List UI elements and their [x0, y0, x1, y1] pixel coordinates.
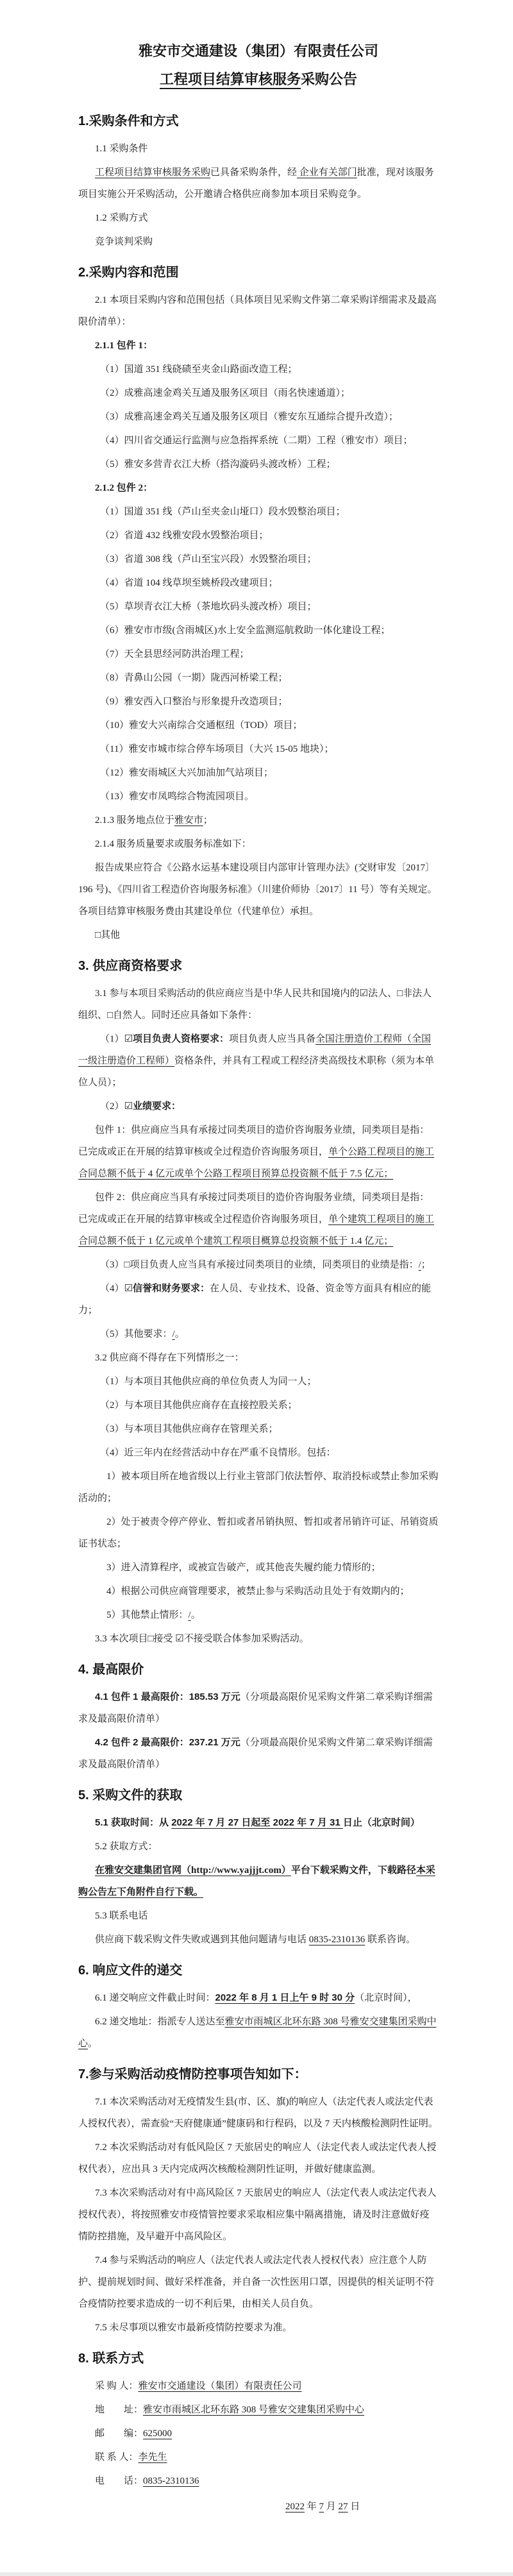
- date-year-label: 年: [305, 2502, 319, 2512]
- clause-2-1-3: [78, 809, 439, 831]
- prohibited-item: （4）近三年内在经营活动中存在严重不良情形。包括：: [100, 1448, 336, 1458]
- covid-clause-7-2: 7.2 本次采购活动对有低风险区 7 天旅居史的响应人（法定代表人或法定代表人授权代表），应出具 3 天内完成两次核酸检测阴性证明，并做好健康监测。: [78, 2142, 437, 2174]
- performance-requirement-label: ☑业绩要求：: [124, 1101, 181, 1112]
- slash-placeholder: /: [172, 1329, 175, 1339]
- section-2-heading: 2.采购内容和范围: [78, 266, 179, 280]
- section-1-heading: 1.采购条件和方式: [78, 114, 179, 128]
- package-2-item: （10）雅安大兴南综合交通枢纽（TOD）项目；: [100, 720, 303, 731]
- bottom-whitespace: [78, 2520, 439, 2553]
- date-day-label: 日: [348, 2502, 360, 2512]
- item-number: （1）: [100, 1034, 124, 1044]
- phone-help-text-1: 供应商下载采购文件失败或遇到其他问题请与电话: [95, 1935, 309, 1945]
- leader-requirement-text-1: 项目负责人应当具备: [228, 1034, 315, 1044]
- date-month-label: 月: [324, 2502, 339, 2512]
- package-2-item: （4）省道 104 线草坝至姚桥段改建项目；: [100, 578, 278, 588]
- covid-clause-7-4: 7.4 参与采购活动的响应人（法定代表人或法定代表人授权代表）应注意个人防护、提前规划时间、做好采样准备，并自备一次性医用口罩，因提供的相关证明不符合疫情防控要求造成的一切不利后果，由相关人员自负。: [78, 2255, 435, 2309]
- bad-record-5-end: 。: [190, 1610, 201, 1620]
- package-2-item: （13）雅安市凤鸣综合物流园项目。: [100, 792, 255, 802]
- section-8-heading: 8. 联系方式: [78, 2351, 144, 2366]
- package-1-item: （5）雅安多营青衣江大桥（搭沟漩码头渡改桥）工程；: [100, 459, 336, 470]
- download-text: 平台下载采购文件，下载路径: [290, 1865, 416, 1876]
- package-2-item: （1）国道 351 线（芦山至夹金山垭口）段水毁整治项目；: [100, 507, 346, 517]
- package-2-price-limit: [78, 1732, 439, 1775]
- approver-underline: 企业有关部门: [297, 167, 357, 178]
- service-location-underline: 雅安市: [174, 815, 203, 826]
- item-3-text: （3）□项目负责人应当具有承接过同类项目的业绩，同类项目的业绩是指：: [100, 1260, 419, 1270]
- clause-6-1-deadline: [78, 1987, 439, 2009]
- purchaser-value-underline: 雅安市交通建设（集团）有限责任公司: [138, 2381, 302, 2391]
- clause-3-3-consortium: 3.3 本次项目□接受 ☑不接受联合体参加采购活动。: [95, 1634, 309, 1644]
- clause-2-1-3-text: 2.1.3 服务地点位于: [95, 815, 174, 826]
- title-underlined-part: 工程项目结算审核服务: [160, 71, 301, 89]
- contact-label: 地 址：: [95, 2405, 144, 2415]
- date-day-underline: 27: [338, 2502, 348, 2512]
- package-2-item: （12）雅安雨城区大兴加油加气站项目；: [100, 768, 274, 778]
- qualification-item-5: [78, 1323, 439, 1345]
- prohibited-item: （3）与本项目其他供应商存在管理关系；: [100, 1424, 278, 1434]
- deadline-text: 6.1 递交响应文件截止时间：: [95, 1993, 215, 2003]
- contact-row-purchaser: [78, 2375, 439, 2397]
- other-checkbox-line: □其他: [95, 930, 121, 940]
- obtain-time-text-2: 日止（北京时间）: [342, 1817, 420, 1828]
- contact-row-address: [78, 2399, 439, 2421]
- clause-1-1-paragraph: [78, 162, 439, 205]
- prohibited-item: （2）与本项目其他供应商存在直接控股关系；: [100, 1400, 298, 1411]
- package-1-req-underline: 单个公路工程项目的施工合同总额不低于 4 亿元或单个公路工程项目预算总投资额不低于 7.5 亿元；: [78, 1147, 435, 1179]
- item-5-end: 。: [174, 1329, 185, 1339]
- clause-1-1-text-2: 批准，现对该服务项目实施公开采购活动，公开邀请合格供应商参加本项目采购竞争。: [78, 167, 434, 199]
- phone-value-underline: 0835-2310136: [143, 2476, 199, 2486]
- deadline-end: （北京时间），: [355, 1993, 417, 2003]
- phone-help-text-2: 联系咨询。: [365, 1935, 416, 1945]
- clause-3-2-label: 3.2 供应商不得存在下列情形之一：: [95, 1353, 244, 1363]
- document-title: [78, 37, 439, 94]
- contact-row-phone: [78, 2470, 439, 2492]
- quality-standard-paragraph: 报告成果应符合《公路水运基本建设项目内部审计管理办法》(交财审发〔2017〕196 号)、《四川省工程造价咨询服务标准》（川建价师协〔2017〕11 号）等有关规定。各项目结算审核服务费由其建设单位（代建单位）承担。: [78, 863, 437, 917]
- prohibited-item: （1）与本项目其他供应商的单位负责人为同一人；: [100, 1377, 317, 1387]
- contact-row-person: [78, 2446, 439, 2468]
- clause-5-3-label: 5.3 联系电话: [95, 1911, 148, 1921]
- procurement-method: 竞争谈判采购: [95, 237, 153, 247]
- qualification-item-1: [78, 1028, 439, 1094]
- package-1-price-lead: 4.1 包件 1 最高限价：185.53 万元: [95, 1691, 240, 1702]
- submit-address-end: 。: [88, 2038, 98, 2049]
- item-number: （4）: [100, 1284, 124, 1294]
- obtain-time-range-underline: 2022 年 7 月 27 日起至 2022 年 7 月 31: [171, 1817, 343, 1828]
- slash-placeholder: /: [418, 1260, 421, 1270]
- credit-finance-text: 在人员、专业技术、设备、资金等方面具有相应的能力；: [78, 1284, 431, 1316]
- date-year-underline: 2022: [285, 2502, 305, 2512]
- item-number: （2）: [100, 1101, 124, 1112]
- clause-5-1-obtain-time: [78, 1812, 439, 1834]
- item-3-end: ；: [421, 1260, 431, 1270]
- announcement-date: [78, 2496, 439, 2518]
- clause-5-2-label: 5.2 获取方式：: [95, 1842, 158, 1852]
- package-1-item: （2）成雅高速金鸡关互通及服务区项目（雨名快速通道）；: [100, 388, 351, 398]
- zipcode-value-underline: 625000: [143, 2428, 172, 2439]
- leader-requirement-label: ☑项目负责人资格要求：: [124, 1033, 229, 1044]
- leader-requirement-text-2: 资格条件，并具有工程或工程经济类高级技术职称（须为本单位人员）；: [78, 1056, 435, 1088]
- clause-1-1-text-1: 已具备采购条件，经: [210, 167, 298, 178]
- item-5-text: （5）其他要求：: [100, 1329, 172, 1339]
- obtain-time-text-1: 5.1 获取时间：从: [95, 1817, 172, 1828]
- contact-label: 联 系 人：: [95, 2452, 139, 2462]
- title-rest: 采购公告: [301, 71, 358, 87]
- help-phone-underline: 0835-2310136: [308, 1935, 366, 1945]
- clause-6-2-address: [78, 2011, 439, 2055]
- slash-placeholder: /: [188, 1610, 191, 1620]
- package-2-req-text: 包件 2：供应商应当具有承接过同类项目的造价咨询服务业绩，同类项目是指：已完成或正在开展的结算审核或全过程造价咨询服务项目，: [78, 1192, 430, 1224]
- covid-clause-7-5: 7.5 未尽事项以雅安市最新疫情防控要求为准。: [95, 2323, 292, 2333]
- bad-record-item-3: 3）进入清算程序，或被宣告破产，或其他丧失履约能力情形的；: [106, 1563, 381, 1573]
- package-2-price-lead: 4.2 包件 2 最高限价：237.21 万元: [95, 1737, 240, 1748]
- clause-2-1-paragraph: 2.1 本项目采购内容和范围包括（具体项目见采购文件第二章采购详细需求及最高限价清单）：: [78, 295, 437, 327]
- package-2-item: （2）省道 432 线雅安段水毁整治项目；: [100, 530, 269, 541]
- qualification-item-3: [78, 1254, 439, 1276]
- covid-clause-7-1: 7.1 本次采购活动对无疫情发生县(市、区、旗)的响应人（法定代表人或法定代表人授权代表），需查验“天府健康通”健康码和行程码，以及 7 天内核酸检测阴性证明。: [78, 2097, 438, 2129]
- section-6-heading: 6. 响应文件的递交: [78, 1963, 183, 1978]
- package-2-performance-requirement: [78, 1187, 439, 1252]
- package-1-price-note: （分项最高限价见采购文件第二章采购详细需求及最高限价清单）: [78, 1692, 433, 1724]
- clause-1-1-label: 1.1 采购条件: [95, 144, 148, 154]
- package-2-item: （3）省道 308 线（芦山至宝兴段）水毁整治项目；: [100, 554, 317, 564]
- contact-phone-paragraph: [78, 1929, 439, 1951]
- bad-record-item-2: 2）处于被责令停产停业、暂扣或者吊销执照、暂扣或者吊销许可证、吊销资质证书状态；: [78, 1517, 439, 1549]
- package-1-label: 2.1.1 包件 1：: [95, 341, 153, 351]
- date-month-underline: 7: [319, 2502, 324, 2512]
- section-5-heading: 5. 采购文件的获取: [78, 1788, 183, 1802]
- package-2-item: （7）天全县思经河防洪治理工程；: [100, 649, 249, 659]
- clause-3-1-paragraph: 3.1 参与本项目采购活动的供应商应当是中华人民共和国境内的☑法人、□非法人组织、□自然人。同时还应具备如下条件：: [78, 988, 432, 1021]
- submit-address-text: 6.2 递交地址：指派专人送达至: [95, 2017, 225, 2027]
- bad-record-item-4: 4）根据公司供应商管理要求，被禁止参与采购活动且处于有效期内的；: [106, 1586, 410, 1597]
- package-2-item: （5）草坝青衣江大桥（茶地坎码头渡改桥）项目；: [100, 602, 317, 612]
- procurement-name-underline: 工程项目结算审核服务采购: [95, 167, 211, 178]
- section-7-heading: 7.参与采购活动疫情防控事项告知如下：: [78, 2067, 307, 2081]
- submit-address-underline: 雅安市雨城区北环东路 308 号雅安交建集团采购中心: [78, 2017, 437, 2049]
- credit-finance-label: ☑信誉和财务要求：: [124, 1283, 210, 1294]
- section-3-heading: 3. 供应商资格要求: [78, 959, 183, 973]
- title-line-1: 雅安市交通建设（集团）有限责任公司: [138, 43, 378, 59]
- package-1-performance-requirement: [78, 1119, 439, 1185]
- qualification-item-4: [78, 1278, 439, 1321]
- download-instruction-paragraph: [78, 1860, 439, 1903]
- official-website-underline: 在雅安交建集团官网（http://www.yajjjt.com）: [95, 1865, 291, 1876]
- qualification-item-2: [78, 1096, 439, 1117]
- clause-2-1-4: 2.1.4 服务质量要求或服务标准如下：: [95, 839, 251, 849]
- package-1-item: （1）国道 351 线硗碛至夹金山路面改造工程；: [100, 364, 298, 375]
- package-2-item: （8）青鼻山公园（一期）陇西河桥梁工程；: [100, 673, 288, 683]
- title-line-2: [78, 65, 439, 94]
- page-bottom-edge: [0, 2572, 513, 2576]
- package-2-item: （6）雅安市市级(含雨城区)水上安全监测巡航救助一体化建设工程；: [100, 625, 391, 636]
- deadline-underline: 2022 年 8 月 1 日上午 9 时 30 分: [215, 1992, 355, 2003]
- contact-row-zipcode: [78, 2423, 439, 2445]
- package-1-item: （3）成雅高速金鸡关互通及服务区项目（雅安东互通综合提升改造）；: [100, 412, 399, 422]
- package-2-req-underline: 单个建筑工程项目的施工合同总额不低于 1 亿元或单个建筑工程项目概算总投资额不低于 1.4 亿元；: [78, 1214, 435, 1246]
- package-2-item: （9）雅安西入口整治与形象提升改造项目；: [100, 697, 288, 707]
- package-1-item: （4）四川省交通运行监测与应急指挥系统（二期）工程（雅安市）项目；: [100, 436, 413, 446]
- package-1-req-text: 包件 1：供应商应当具有承接过同类项目的造价咨询服务业绩，同类项目是指：已完成或正在开展的结算审核或全过程造价咨询服务项目，: [78, 1125, 430, 1157]
- covid-clause-7-3: 7.3 本次采购活动对有中高风险区 7 天旅居史的响应人（法定代表人或法定代表人授权代表），将按照雅安市疫情管控要求采取相应集中隔离措施，请及时注意做好疫情防控措施，及早避开中高风险区。: [78, 2188, 437, 2242]
- bad-record-item-1: 1）被本项目所在地省级以上行业主管部门依法暂停、取消投标或禁止参加采购活动的；: [78, 1471, 439, 1504]
- cost-engineer-underline: 全国注册造价工程师（全国一级注册造价工程师）: [78, 1034, 431, 1066]
- section-4-heading: 4. 最高限价: [78, 1663, 144, 1677]
- person-value-underline: 李先生: [138, 2452, 167, 2462]
- package-2-item: （11）雅安市城市综合停车场项目（大兴 15-05 地块）；: [100, 744, 334, 754]
- package-2-label: 2.1.2 包件 2：: [95, 483, 153, 493]
- clause-1-2-label: 1.2 采购方式: [95, 213, 148, 223]
- download-path-underline: 本采购公告左下角附件自行下载。: [78, 1865, 435, 1897]
- clause-2-1-3-end: ；: [203, 815, 213, 826]
- bad-record-item-5: [78, 1604, 439, 1626]
- package-2-price-note: （分项最高限价见采购文件第二章采购详细需求及最高限价清单）: [78, 1738, 433, 1770]
- package-1-price-limit: [78, 1686, 439, 1730]
- bad-record-5-text: 5）其他禁止情形：: [106, 1610, 189, 1620]
- contact-label: 采 购 人：: [95, 2381, 139, 2391]
- contact-label: 邮 编：: [95, 2428, 144, 2439]
- contact-label: 电 话：: [95, 2476, 144, 2486]
- address-value-underline: 雅安市雨城区北环东路 308 号雅安交建集团采购中心: [143, 2405, 365, 2415]
